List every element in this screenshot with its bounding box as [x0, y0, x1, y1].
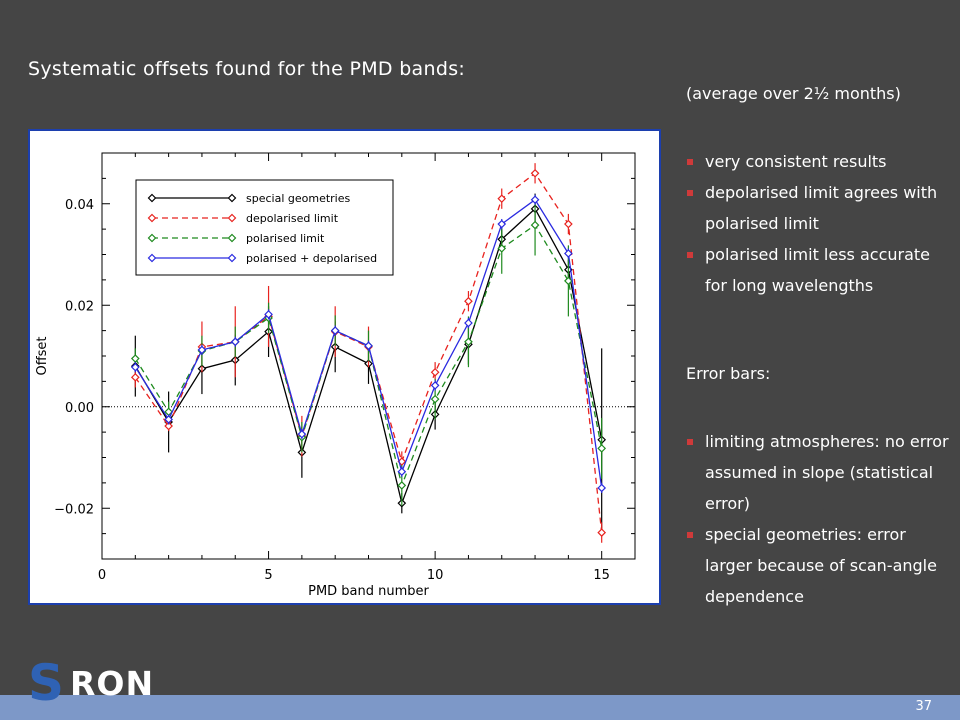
findings-item	[686, 239, 951, 301]
legend-label-depolarised-limit: depolarised limit	[246, 212, 339, 225]
page-number: 37	[915, 699, 932, 714]
polarised-depolarised-point	[465, 320, 472, 327]
depolarised-limit-point	[598, 529, 605, 536]
error-bars-item-text: limiting atmospheres: no error assumed in slope (statistical error)	[705, 432, 949, 513]
polarised-limit-point	[398, 482, 405, 489]
polarised-limit-point	[598, 445, 605, 452]
logo-s-letter: S	[28, 654, 65, 712]
error-bars-item	[686, 519, 951, 612]
findings-item-text: very consistent results	[705, 152, 887, 171]
findings-item-text: depolarised limit agrees with polarised limit	[705, 183, 938, 233]
bullet-square-icon	[687, 252, 693, 258]
bullet-square-icon	[687, 439, 693, 445]
findings-item	[686, 146, 951, 177]
y-tick-label: 0.02	[65, 299, 94, 315]
error-bars-list	[686, 426, 951, 612]
error-bars-heading: Error bars:	[686, 364, 771, 383]
findings-item-text: polarised limit less accurate for long wavelengths	[705, 245, 931, 295]
polarised-depolarised-point	[598, 484, 605, 491]
y-tick-label: 0.04	[65, 197, 94, 213]
depolarised-limit-point	[432, 369, 439, 376]
chart-frame	[28, 129, 661, 605]
y-tick-label: −0.02	[54, 502, 94, 518]
bullet-square-icon	[687, 190, 693, 196]
slide-title: Systematic offsets found for the PMD bands:	[28, 58, 466, 80]
error-bars-item	[686, 426, 951, 519]
depolarised-limit-point	[565, 221, 572, 228]
logo-ron-letters: RON	[70, 664, 155, 703]
y-axis-label: Offset	[35, 336, 50, 376]
error-bars-item-text: special geometries: error larger because of scan-angle dependence	[705, 525, 937, 606]
findings-list	[686, 146, 951, 301]
findings-item	[686, 177, 951, 239]
offset-chart	[30, 131, 659, 603]
bullet-square-icon	[687, 159, 693, 165]
legend-label-polarised-limit: polarised limit	[246, 232, 325, 245]
polarised-limit-point	[532, 222, 539, 229]
y-tick-label: 0.00	[65, 400, 94, 416]
bullet-square-icon	[687, 532, 693, 538]
polarised-depolarised-point	[432, 382, 439, 389]
x-tick-label: 10	[426, 568, 444, 583]
depolarised-limit-point	[465, 298, 472, 305]
x-tick-label: 0	[97, 568, 107, 583]
x-tick-label: 5	[264, 568, 273, 583]
legend-label-polarised-depolarised: polarised + depolarised	[246, 252, 378, 265]
legend-label-special-geometries: special geometries	[246, 192, 351, 205]
slide-subtitle: (average over 2½ months)	[686, 84, 901, 103]
polarised-limit-point	[132, 355, 139, 362]
polarised-limit-point	[432, 396, 439, 403]
x-axis-label: PMD band number	[308, 584, 429, 599]
x-tick-label: 15	[593, 568, 610, 583]
